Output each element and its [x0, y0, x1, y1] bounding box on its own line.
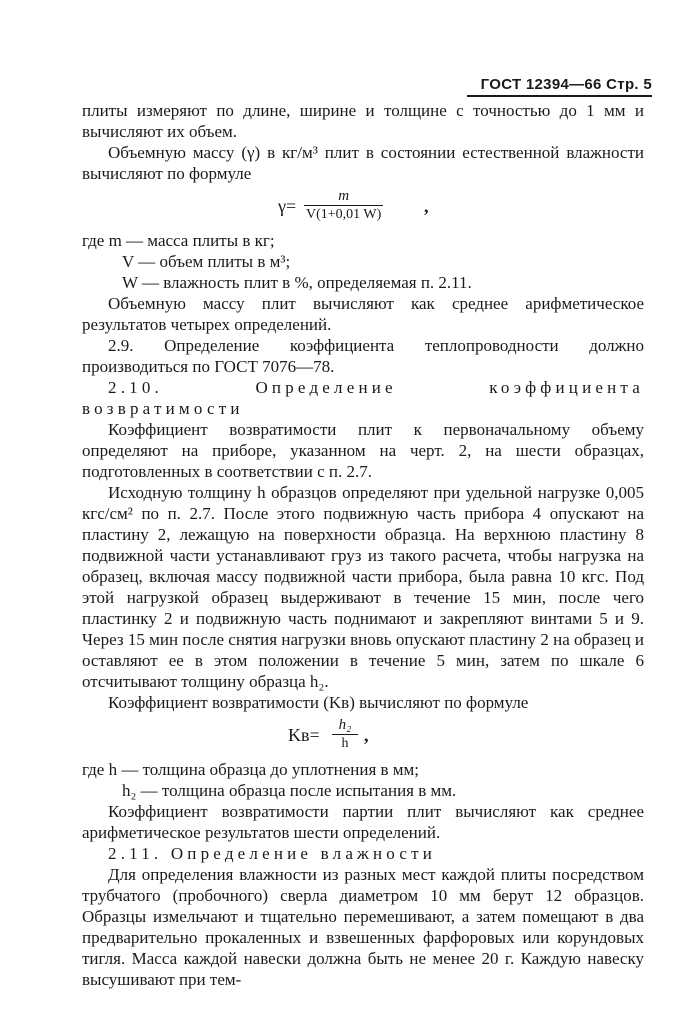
- paragraph-3: Объемную массу плит вычисляют как среднее арифметическое результатов четырех определений.: [82, 294, 644, 334]
- formula-recovery-denominator: h: [332, 734, 358, 752]
- formula-density-denominator: V(1+0,01 W): [306, 207, 382, 222]
- paragraph-9: Коэффициент возвратимости партии плит вычисляют как среднее арифметическое результатов шести определений.: [82, 802, 644, 842]
- paragraph-6: Коэффициент возвратимости плит к первоначальному объему определяют на приборе, указанном на черт. 2, на шести образцах, подготовленных в соответствии с п. 2.7.: [82, 420, 644, 481]
- formula-recovery-lhs: Kв=: [288, 725, 320, 745]
- formula-recovery-numerator: h₂: [338, 717, 352, 733]
- where-h: где h — толщина образца до уплотнения в мм;: [82, 760, 420, 779]
- where-h2: h₂ — толщина образца после испытания в мм.: [122, 781, 457, 800]
- where-m: где: [82, 231, 105, 250]
- where-m-text: m — масса плиты в кг;: [108, 231, 275, 250]
- formula-density-numerator: m: [338, 188, 350, 204]
- where-v: V — объем плиты в м³;: [122, 252, 291, 271]
- formula-density-fraction: [304, 188, 383, 223]
- paragraph-7: Исходную толщину h образцов определяют при удельной нагрузке 0,005 кгс/см² по п. 2.7. После этого подвижную часть прибора 4 опускают на пластину 2, лежащую на поверхности образца. На верхнюю пластину 8 подвижной части устанавливают груз из такого расчета, чтобы нагрузка на образец, включая массу подвижной части прибора, была равна 10 кгс. Под этой нагрузкой образец выдерживают в течение 15 мин, после чего пластинку 2 и подвижную часть поднимают и закрепляют винтами 5 и 9. Через 15 мин после снятия нагрузки вновь опускают пластину 2 на образец и оставляют ее в этом положении в течение 5 мин, затем по шкале 6 отсчитывают толщину образца h₂.: [82, 483, 644, 691]
- section-heading-2-10: 2.10. Определение коэффициента возвратимости: [82, 378, 644, 418]
- paragraph-2: Объемную массу (γ) в кг/м³ плит в состоянии естественной влажности вычисляют по формуле: [82, 143, 644, 183]
- section-heading-2-11: 2.11. Определение влажности: [108, 844, 437, 863]
- paragraph-8: Коэффициент возвратимости (Kв) вычисляют по формуле: [108, 693, 529, 712]
- formula-density: [82, 184, 644, 230]
- paragraph-1: плиты измеряют по длине, ширине и толщине с точностью до 1 мм и вычисляют их объем.: [82, 101, 644, 141]
- document-body: [82, 100, 644, 990]
- formula-density-tail: ,: [424, 196, 429, 216]
- paragraph-4: 2.9. Определение коэффициента теплопроводности должно производиться по ГОСТ 7076—78.: [82, 336, 644, 376]
- formula-recovery: [82, 713, 644, 759]
- where-w: W — влажность плит в %, определяемая п. 2.11.: [122, 273, 472, 292]
- header-rule: [467, 95, 652, 97]
- page-header: ГОСТ 12394—66 Стр. 5: [480, 76, 652, 93]
- formula-density-lhs: γ=: [278, 196, 297, 216]
- formula-recovery-tail: ,: [364, 725, 369, 745]
- paragraph-11: Для определения влажности из разных мест каждой плиты посредством трубчатого (пробочного) сверла диаметром 10 мм берут 12 образцов. Образцы измельчают и тщательно перемешивают, а затем помещают в два предварительно прокаленных и взвешенных фарфоровых или корундовых тигля. Масса каждой навески должна быть не менее 20 г. Каждую навеску высушивают при тем-: [82, 865, 644, 989]
- formula-recovery-fraction: [332, 717, 358, 752]
